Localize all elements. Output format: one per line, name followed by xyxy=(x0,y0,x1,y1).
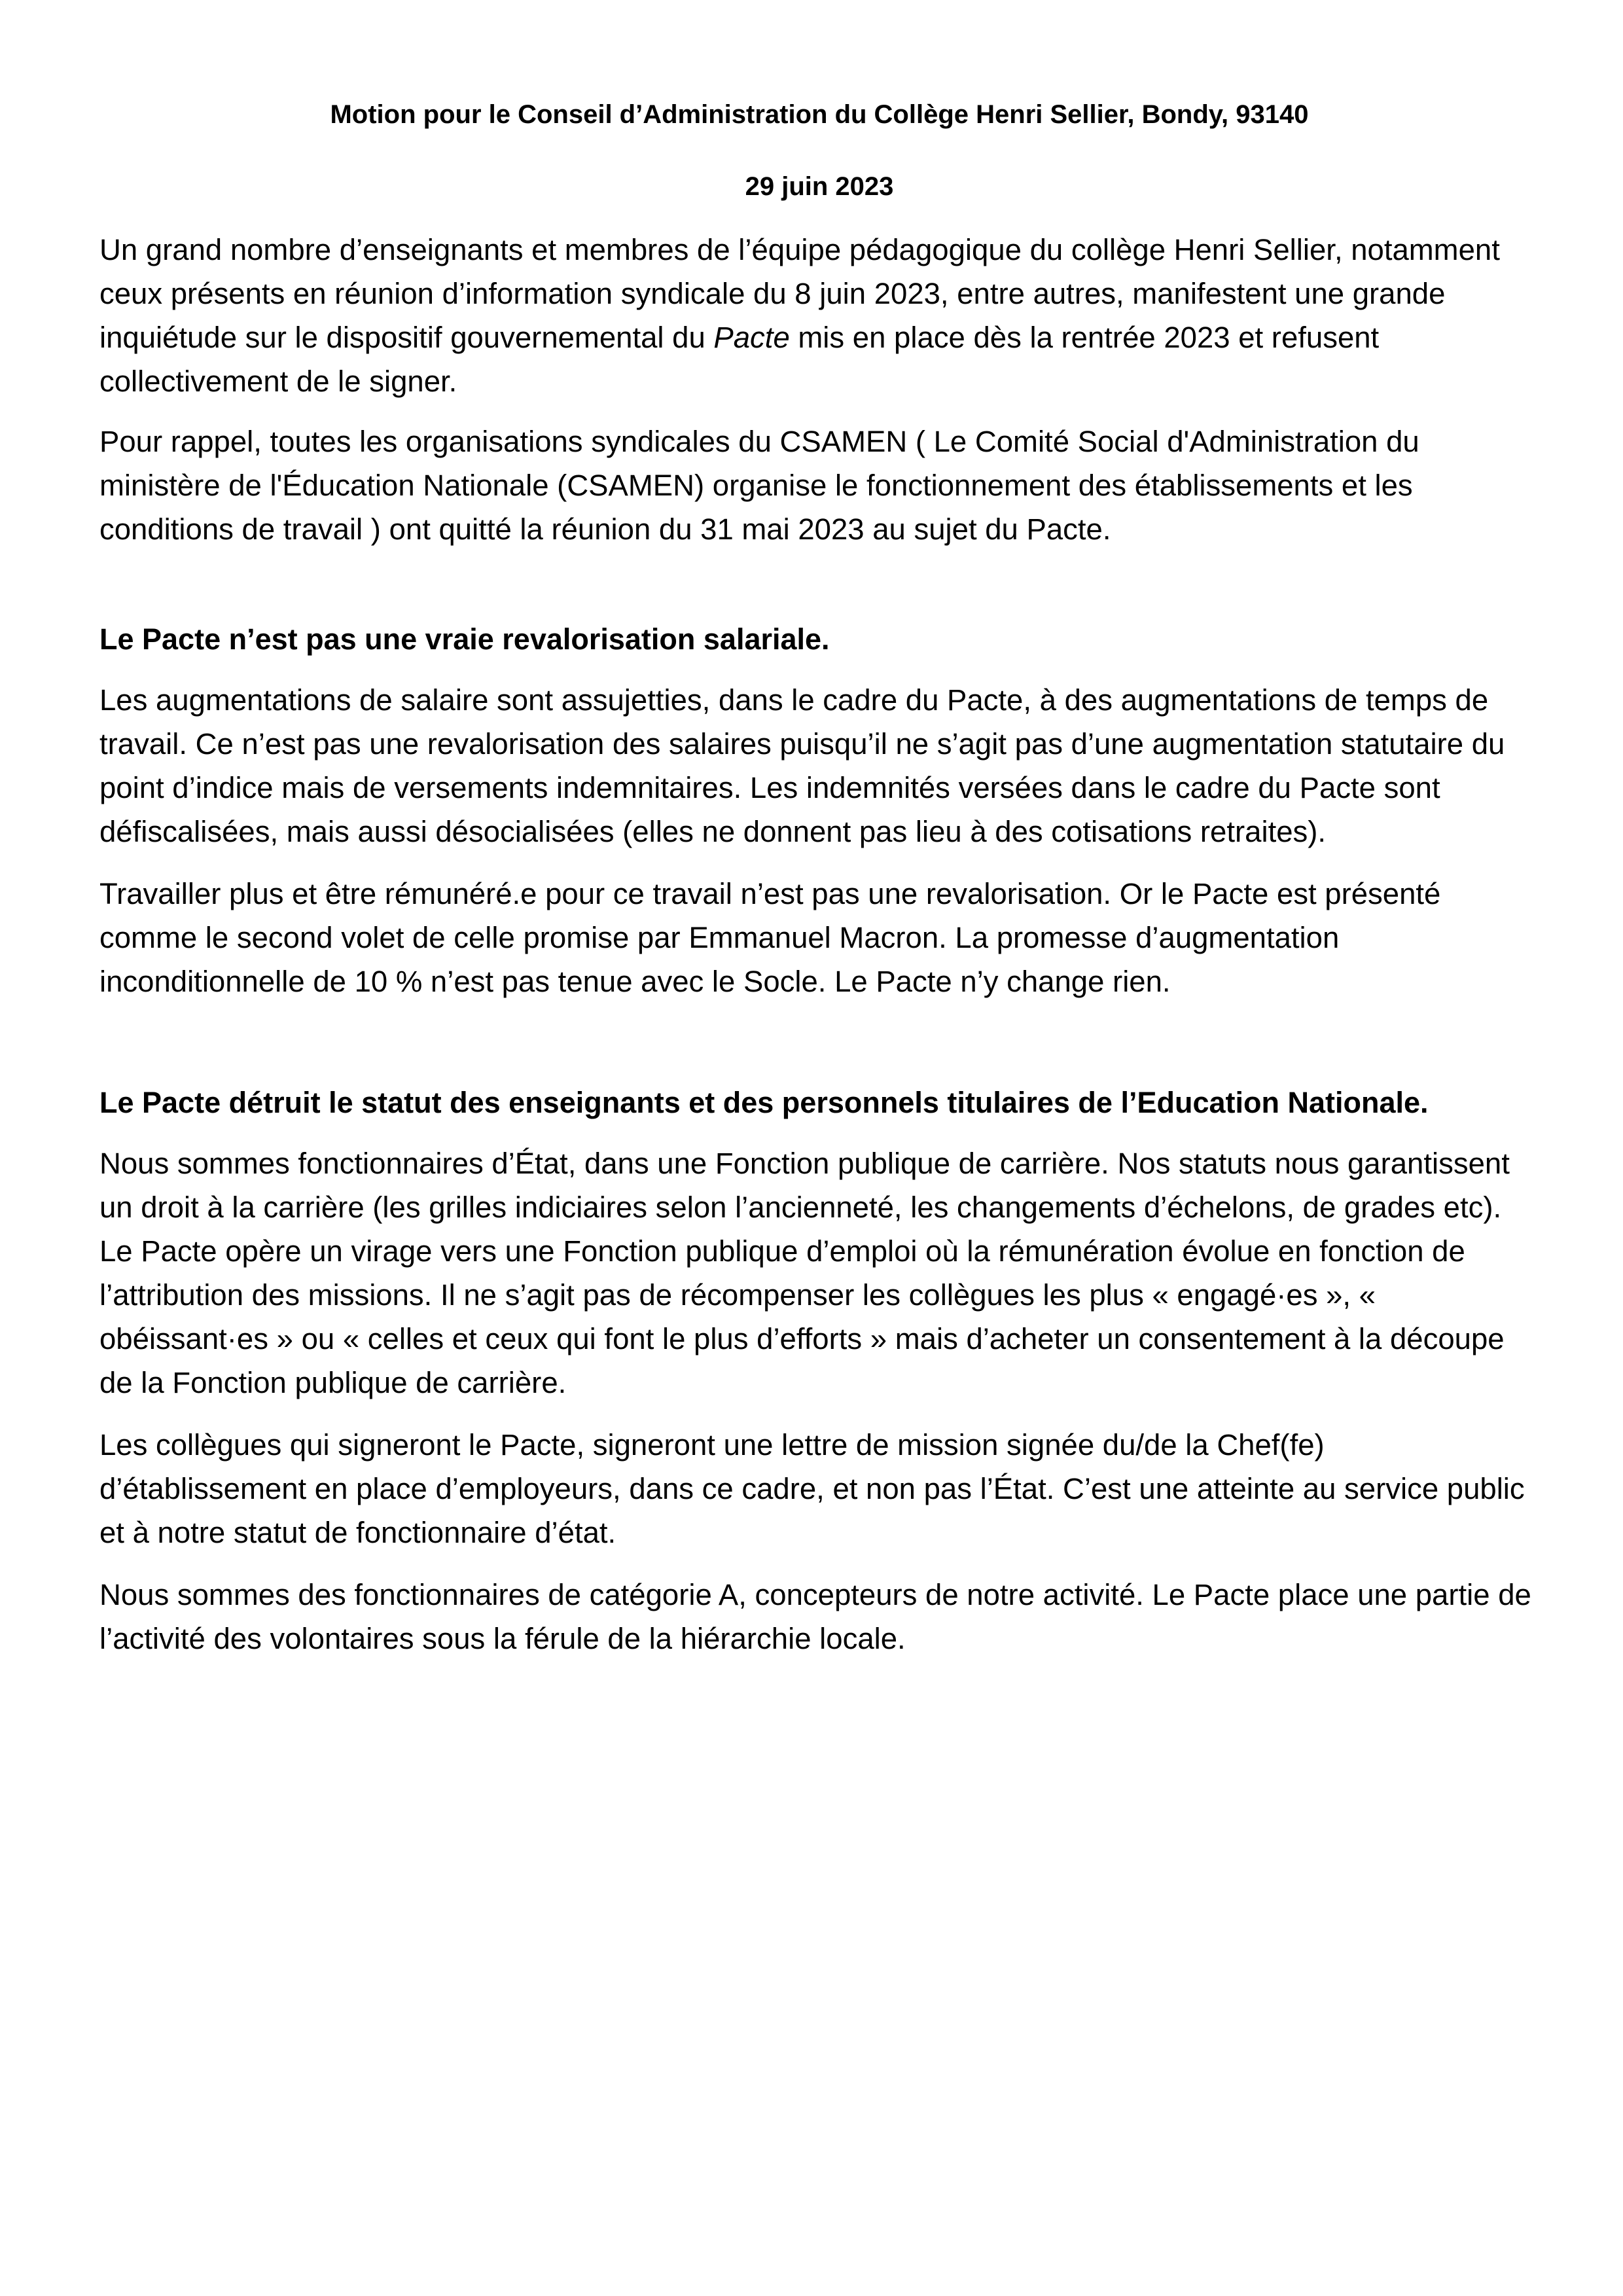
section-1-paragraph-2: Travailler plus et être rémunéré.e pour ce travail n’est pas une revalorisation. Or le Pacte est présenté comme le second volet de celle promise par Emmanuel Macron. La promesse d’augmentation inconditionnelle de 10 % n’est pas tenue avec le Socle. Le Pacte n’y change rien. xyxy=(99,877,1441,998)
intro-paragraph-1 xyxy=(99,228,1539,403)
intro-paragraph-1-emphasis: Pacte xyxy=(713,321,790,354)
document-page xyxy=(99,98,1539,1660)
section-2-paragraph-2: Les collègues qui signeront le Pacte, signeront une lettre de mission signée du/de la Chef(fe) d’établissement en place d’employeurs, dans ce cadre, et non pas l’État. C’est une atteinte au service public et à notre statut de fonctionnaire d’état. xyxy=(99,1428,1525,1549)
intro-paragraph-1-text-b: mis en place dès la rentrée 2023 et refusent collectivement de le signer. xyxy=(99,321,1380,398)
section-2-paragraph-1: Nous sommes fonctionnaires d’État, dans une Fonction publique de carrière. Nos statuts nous garantissent un droit à la carrière (les grilles indiciaires selon l’ancienneté, les changements d’échelons, de grades etc). Le Pacte opère un virage vers une Fonction publique d’emploi où la rémunération évolue en fonction de l’attribution des missions. Il ne s’agit pas de récompenser les collègues les plus « engagé·es », « obéissant·es » ou « celles et ceux qui font le plus d’efforts » mais d’acheter un consentement à la découpe de la Fonction publique de carrière. xyxy=(99,1147,1510,1399)
document-date: 29 juin 2023 xyxy=(745,172,894,201)
section-2-heading: Le Pacte détruit le statut des enseignants et des personnels titulaires de l’Education Nationale. xyxy=(99,1086,1429,1119)
section-1-paragraph-1: Les augmentations de salaire sont assujetties, dans le cadre du Pacte, à des augmentations de temps de travail. Ce n’est pas une revalorisation des salaires puisqu’il ne s’agit pas d’une augmentation statutaire du point d’indice mais de versements indemnitaires. Les indemnités versées dans le cadre du Pacte sont défiscalisées, mais aussi désocialisées (elles ne donnent pas lieu à des cotisations retraites). xyxy=(99,683,1505,848)
section-1-heading: Le Pacte n’est pas une vraie revalorisation salariale. xyxy=(99,622,830,656)
intro-paragraph-1-text-a: Un grand nombre d’enseignants et membres de l’équipe pédagogique du collège Henri Sellier, notamment ceux présents en réunion d’information syndicale du 8 juin 2023, entre autres, manifestent une grande inquiétude sur le dispositif gouvernemental du xyxy=(99,233,1500,354)
document-title: Motion pour le Conseil d’Administration du Collège Henri Sellier, Bondy, 93140 xyxy=(330,100,1309,129)
intro-paragraph-2: Pour rappel, toutes les organisations syndicales du CSAMEN ( Le Comité Social d'Administration du ministère de l'Éducation Nationale (CSAMEN) organise le fonctionnement des établissements et les conditions de travail ) ont quitté la réunion du 31 mai 2023 au sujet du Pacte. xyxy=(99,425,1419,546)
section-2-paragraph-3: Nous sommes des fonctionnaires de catégorie A, concepteurs de notre activité. Le Pacte place une partie de l’activité des volontaires sous la férule de la hiérarchie locale. xyxy=(99,1578,1531,1655)
